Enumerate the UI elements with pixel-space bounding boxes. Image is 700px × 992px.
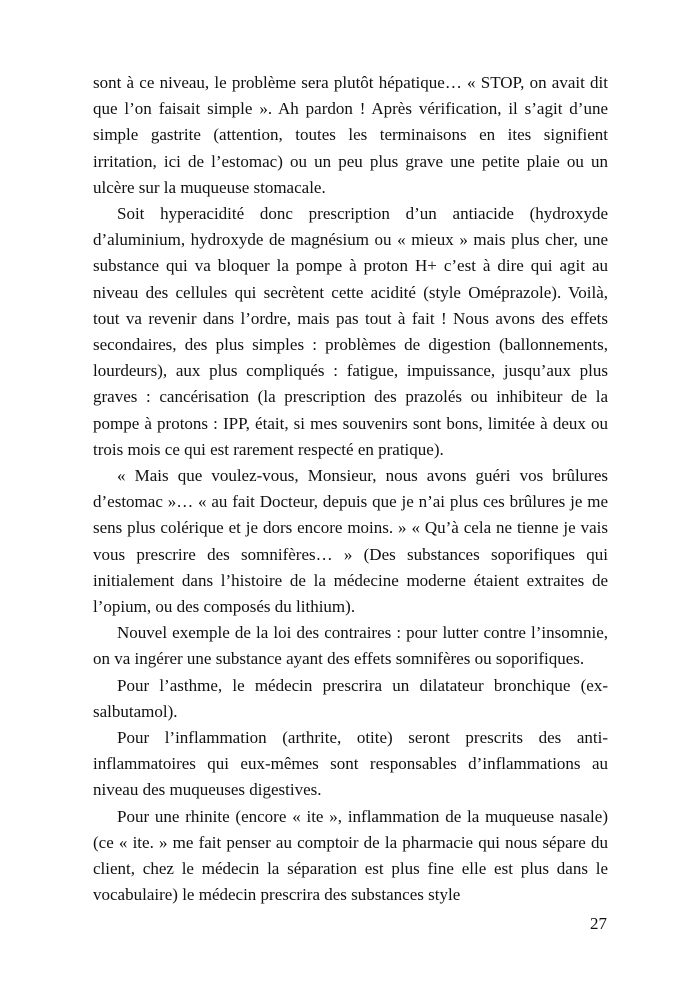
paragraph: Pour une rhinite (encore « ite », inflammation de la muqueuse nasale) (ce « ite. » me fait penser au comptoir de la pharmacie qui nous sépare du client, chez le médecin la séparation est plus fine elle est plus dans le vocabulaire) le médecin prescrira des substances style (93, 806, 608, 905)
paragraph: sont à ce niveau, le problème sera plutôt hépatique… « STOP, on avait dit que l’on faisait simple ». Ah pardon ! Après vérification, il s’agit d’une simple gastrite (attention, toutes les terminaisons en ites signifient irritation, ici de l’estomac) ou un peu plus grave une petite plaie ou un ulcère sur la muqueuse stomacale. (93, 73, 608, 197)
paragraph: « Mais que voulez-vous, Monsieur, nous avons guéri vos brûlures d’estomac »… « au fait Docteur, depuis que je n’ai plus ces brûlures je me sens plus colérique et je dors encore moins. » « Qu’à cela ne tienne je vais vous prescrire des somnifères… » (Des substances soporifiques qui initialement dans l’histoire de la médecine moderne étaient extraites de l’opium, ou des composés du lithium). (93, 466, 608, 617)
paragraph: Nouvel exemple de la loi des contraires : pour lutter contre l’insomnie, on va ingérer une substance ayant des effets somnifères ou soporifiques. (93, 623, 608, 669)
paragraph: Soit hyperacidité donc prescription d’un antiacide (hydroxyde d’aluminium, hydroxyde de magnésium ou « mieux » mais plus cher, une substance qui va bloquer la pompe à proton H+ c’est à dire qui agit au niveau des cellules qui secrètent cette acidité (style Oméprazole). Voilà, tout va revenir dans l’ordre, mais pas tout à fait ! Nous avons des effets secondaires, des plus simples : problèmes de digestion (ballonnements, lourdeurs), aux plus compliqués : fatigue, impuissance, jusqu’aux plus graves : cancérisation (la prescription des prazolés ou inhibiteur de la pompe à protons : IPP, était, si mes souvenirs sont bons, limitée à deux ou trois mois ce qui est rarement respecté en pratique). (93, 204, 608, 459)
page-number: 27 (590, 914, 607, 933)
page-body (93, 70, 608, 909)
paragraph: Pour l’asthme, le médecin prescrira un dilatateur bronchique (ex-salbutamol). (93, 675, 608, 721)
paragraph: Pour l’inflammation (arthrite, otite) seront prescrits des anti-inflammatoires qui eux-mêmes sont responsables d’inflammations au niveau des muqueuses digestives. (93, 728, 608, 800)
